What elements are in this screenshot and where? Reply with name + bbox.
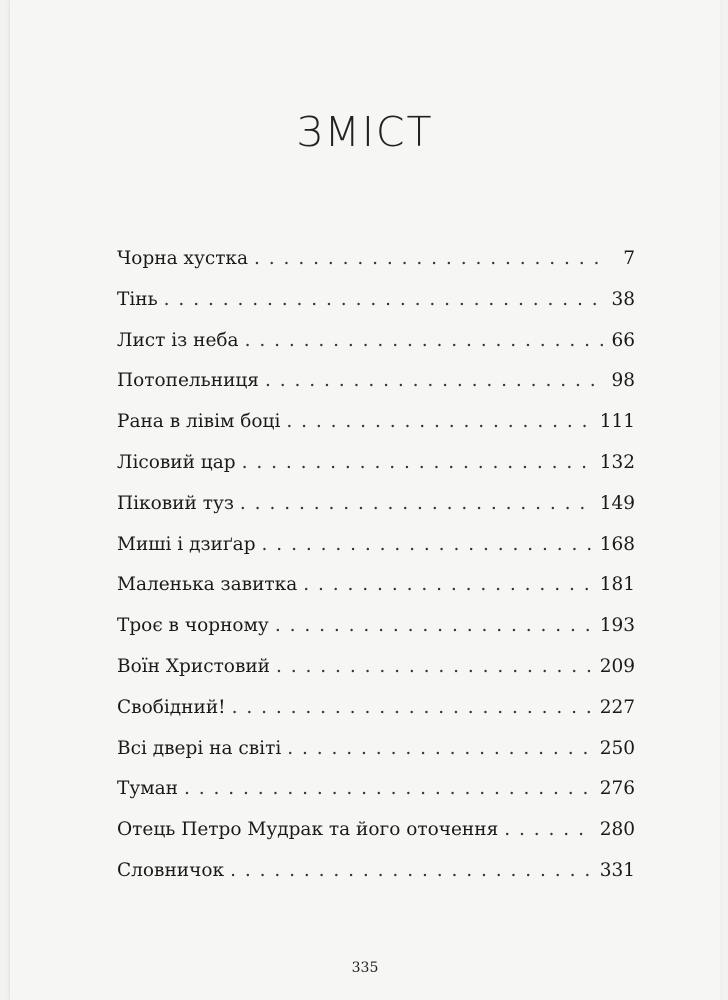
dot-leader <box>230 860 594 881</box>
toc-entry-page: 209 <box>599 655 635 677</box>
toc-entry-page: 276 <box>599 778 635 800</box>
dot-leader <box>184 778 594 799</box>
dot-leader <box>254 248 609 269</box>
toc-entry-title: Всі двері на світі <box>117 737 282 759</box>
toc-entry-page: 280 <box>599 819 635 841</box>
toc-entry-title: Отець Петро Мудрак та його оточення <box>117 819 499 841</box>
toc-entry <box>117 656 635 697</box>
dot-leader <box>262 534 594 555</box>
dot-leader <box>245 330 606 351</box>
toc-entry <box>117 819 635 860</box>
toc-entry-page: 98 <box>611 370 635 392</box>
toc-entry-page: 38 <box>611 288 635 310</box>
dot-leader <box>240 493 594 514</box>
toc-entry <box>117 452 635 493</box>
toc-entry-title: Словничок <box>117 859 225 881</box>
toc-entry-page: 132 <box>599 451 635 473</box>
dot-leader <box>504 819 593 840</box>
dot-leader <box>276 656 594 677</box>
toc-entry-title: Тінь <box>117 288 158 310</box>
dot-leader <box>286 411 593 432</box>
toc-entry <box>117 248 635 289</box>
toc-entry <box>117 574 635 615</box>
toc-entry <box>117 697 635 738</box>
page-title: ЗМІСТ <box>296 108 434 156</box>
toc-entry-title: Маленька завитка <box>117 574 298 596</box>
toc-entry <box>117 289 635 330</box>
toc-entry-title: Туман <box>117 778 178 800</box>
dot-leader <box>242 452 594 473</box>
toc-entry-page: 111 <box>599 411 635 433</box>
toc-entry-title: Піковий туз <box>117 492 234 514</box>
dot-leader <box>232 697 594 718</box>
toc-entry <box>117 860 635 901</box>
dot-leader <box>303 574 593 595</box>
toc-entry <box>117 330 635 371</box>
toc-entry-page: 149 <box>599 492 635 514</box>
toc-entry <box>117 534 635 575</box>
toc-entry-page: 250 <box>599 737 635 759</box>
toc-entry <box>117 738 635 779</box>
toc-entry-title: Потопельниця <box>117 370 259 392</box>
toc-entry-title: Рана в лівім боці <box>117 411 281 433</box>
toc-entry <box>117 411 635 452</box>
toc-entry-page: 227 <box>599 696 635 718</box>
dot-leader <box>275 615 594 636</box>
toc-entry <box>117 370 635 411</box>
dot-leader <box>287 738 593 759</box>
dot-leader <box>265 370 605 391</box>
toc-entry <box>117 493 635 534</box>
toc-entry-page: 193 <box>599 615 635 637</box>
toc-entry-page: 7 <box>623 248 635 269</box>
toc-entry-title: Миші і дзиґар <box>117 533 256 555</box>
book-page <box>10 0 720 1000</box>
page-number: 335 <box>351 960 379 976</box>
toc-entry-page: 331 <box>599 859 635 881</box>
toc-entry-title: Троє в чорному <box>117 615 269 637</box>
toc-entry <box>117 778 635 819</box>
toc-entry-title: Лісовий цар <box>117 451 236 473</box>
table-of-contents <box>117 248 635 901</box>
toc-entry-title: Свобідний! <box>117 696 226 718</box>
toc-entry-title: Лист із неба <box>117 329 239 351</box>
toc-entry-title: Воїн Христовий <box>117 655 271 677</box>
toc-entry-page: 66 <box>611 329 635 351</box>
toc-entry-page: 181 <box>599 574 635 596</box>
toc-entry-title: Чорна хустка <box>117 248 249 269</box>
dot-leader <box>164 289 606 310</box>
toc-entry <box>117 615 635 656</box>
toc-entry-page: 168 <box>599 533 635 555</box>
